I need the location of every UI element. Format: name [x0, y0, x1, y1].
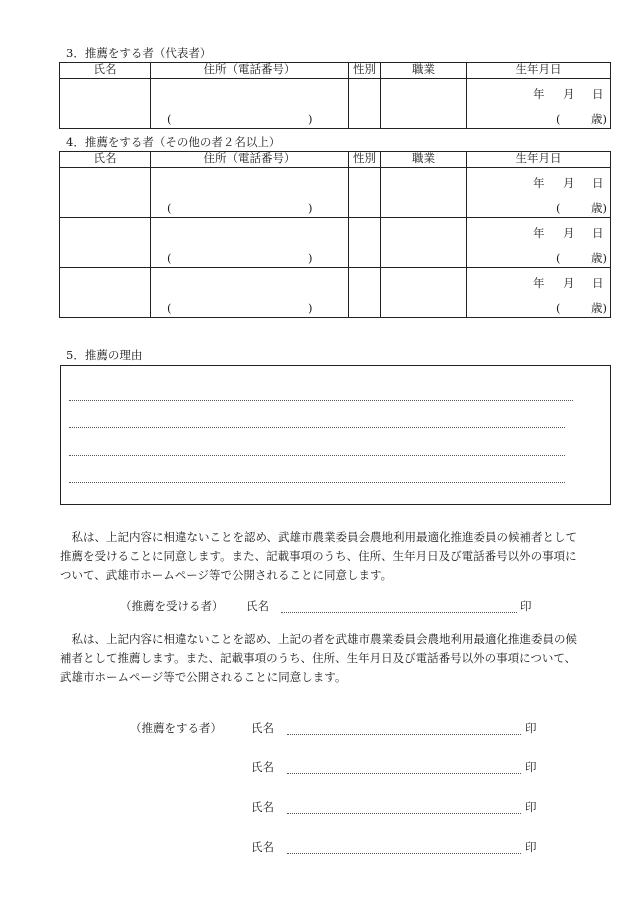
- name-cell[interactable]: [60, 79, 151, 129]
- gender-cell[interactable]: [349, 168, 381, 218]
- gender-cell[interactable]: [349, 79, 381, 129]
- recommender-signature-line[interactable]: [287, 813, 521, 814]
- table-header-row: [60, 152, 611, 168]
- birthdate-cell[interactable]: [467, 168, 611, 218]
- header-occupation: 職業: [381, 152, 467, 168]
- phone-paren-open: (: [167, 301, 172, 315]
- section4-heading: 4．推薦をする者（その他の者２名以上）: [66, 135, 281, 149]
- month-label: 月: [563, 276, 575, 290]
- birthdate-cell[interactable]: [467, 218, 611, 268]
- header-address: 住所（電話番号）: [151, 152, 349, 168]
- age-paren-open: (: [556, 112, 561, 126]
- candidate-signature-line[interactable]: [281, 612, 517, 613]
- table-row: [60, 168, 611, 218]
- other-recommenders-table: [59, 151, 611, 318]
- reason-line[interactable]: [69, 482, 565, 483]
- year-label: 年: [533, 176, 545, 190]
- table-row: [60, 268, 611, 318]
- birthdate-cell[interactable]: [467, 79, 611, 129]
- recommender-name-label: 氏名: [251, 721, 274, 735]
- header-gender: 性別: [349, 63, 381, 79]
- recommender-role-label: （推薦をする者）: [130, 721, 222, 735]
- recommender-seal-mark: 印: [525, 800, 537, 814]
- occupation-cell[interactable]: [381, 168, 467, 218]
- phone-paren-close: ): [308, 251, 313, 265]
- day-label: 日: [592, 176, 604, 190]
- header-name: 氏名: [60, 152, 151, 168]
- reason-line[interactable]: [69, 455, 565, 456]
- header-birthdate: 生年月日: [467, 152, 611, 168]
- consent-paragraph-candidate: 私は、上記内容に相違ないことを認め、武雄市農業委員会農地利用最適化推進委員の候補者として推薦を受けることに同意します。また、記載事項のうち、住所、生年月日及び電話番号以外の事項について、武雄市ホームページ等で公開されることに同意します。: [60, 530, 578, 582]
- recommender-signature-line[interactable]: [287, 734, 521, 735]
- month-label: 月: [563, 87, 575, 101]
- recommender-seal-mark: 印: [525, 721, 537, 735]
- year-label: 年: [533, 276, 545, 290]
- reason-box[interactable]: [60, 365, 611, 505]
- age-paren-open: (: [556, 301, 561, 315]
- header-birthdate: 生年月日: [467, 63, 611, 79]
- year-label: 年: [533, 87, 545, 101]
- age-paren-open: (: [556, 251, 561, 265]
- reason-line[interactable]: [69, 400, 573, 401]
- header-name: 氏名: [60, 63, 151, 79]
- name-cell[interactable]: [60, 218, 151, 268]
- month-label: 月: [563, 176, 575, 190]
- phone-paren-close: ): [308, 201, 313, 215]
- recommender-signature-line[interactable]: [287, 773, 521, 774]
- address-cell[interactable]: [151, 168, 349, 218]
- age-label: 歳): [591, 301, 607, 315]
- occupation-cell[interactable]: [381, 79, 467, 129]
- recommender-name-label: 氏名: [251, 800, 274, 814]
- day-label: 日: [592, 276, 604, 290]
- phone-paren-close: ): [308, 301, 313, 315]
- header-address: 住所（電話番号）: [151, 63, 349, 79]
- phone-paren-open: (: [167, 201, 172, 215]
- candidate-seal-mark: 印: [520, 599, 532, 613]
- recommender-signature-line[interactable]: [287, 853, 521, 854]
- address-cell[interactable]: [151, 79, 349, 129]
- occupation-cell[interactable]: [381, 268, 467, 318]
- address-cell[interactable]: [151, 268, 349, 318]
- phone-paren-open: (: [167, 112, 172, 126]
- address-cell[interactable]: [151, 218, 349, 268]
- header-occupation: 職業: [381, 63, 467, 79]
- consent-paragraph-recommender: 私は、上記内容に相違ないことを認め、上記の者を武雄市農業委員会農地利用最適化推進委員の候補者として推薦します。また、記載事項のうち、住所、生年月日及び電話番号以外の事項について、武雄市ホームページ等で公開されることに同意します。: [60, 632, 578, 684]
- phone-paren-close: ): [308, 112, 313, 126]
- gender-cell[interactable]: [349, 218, 381, 268]
- recommender-name-label: 氏名: [251, 840, 274, 854]
- table-header-row: [60, 63, 611, 79]
- day-label: 日: [592, 226, 604, 240]
- age-label: 歳): [591, 112, 607, 126]
- representative-table: [59, 62, 611, 129]
- name-cell[interactable]: [60, 268, 151, 318]
- phone-paren-open: (: [167, 251, 172, 265]
- candidate-name-label: 氏名: [246, 599, 269, 613]
- age-paren-open: (: [556, 201, 561, 215]
- age-label: 歳): [591, 251, 607, 265]
- age-label: 歳): [591, 201, 607, 215]
- candidate-role-label: （推薦を受ける者）: [120, 599, 224, 613]
- table-row: [60, 79, 611, 129]
- name-cell[interactable]: [60, 168, 151, 218]
- occupation-cell[interactable]: [381, 218, 467, 268]
- month-label: 月: [563, 226, 575, 240]
- recommender-seal-mark: 印: [525, 840, 537, 854]
- header-gender: 性別: [349, 152, 381, 168]
- reason-line[interactable]: [69, 427, 565, 428]
- section3-heading: 3．推薦をする者（代表者）: [66, 46, 212, 60]
- gender-cell[interactable]: [349, 268, 381, 318]
- birthdate-cell[interactable]: [467, 268, 611, 318]
- recommender-name-label: 氏名: [251, 760, 274, 774]
- recommender-seal-mark: 印: [525, 760, 537, 774]
- day-label: 日: [592, 87, 604, 101]
- section5-heading: 5．推薦の理由: [66, 348, 143, 362]
- table-row: [60, 218, 611, 268]
- year-label: 年: [533, 226, 545, 240]
